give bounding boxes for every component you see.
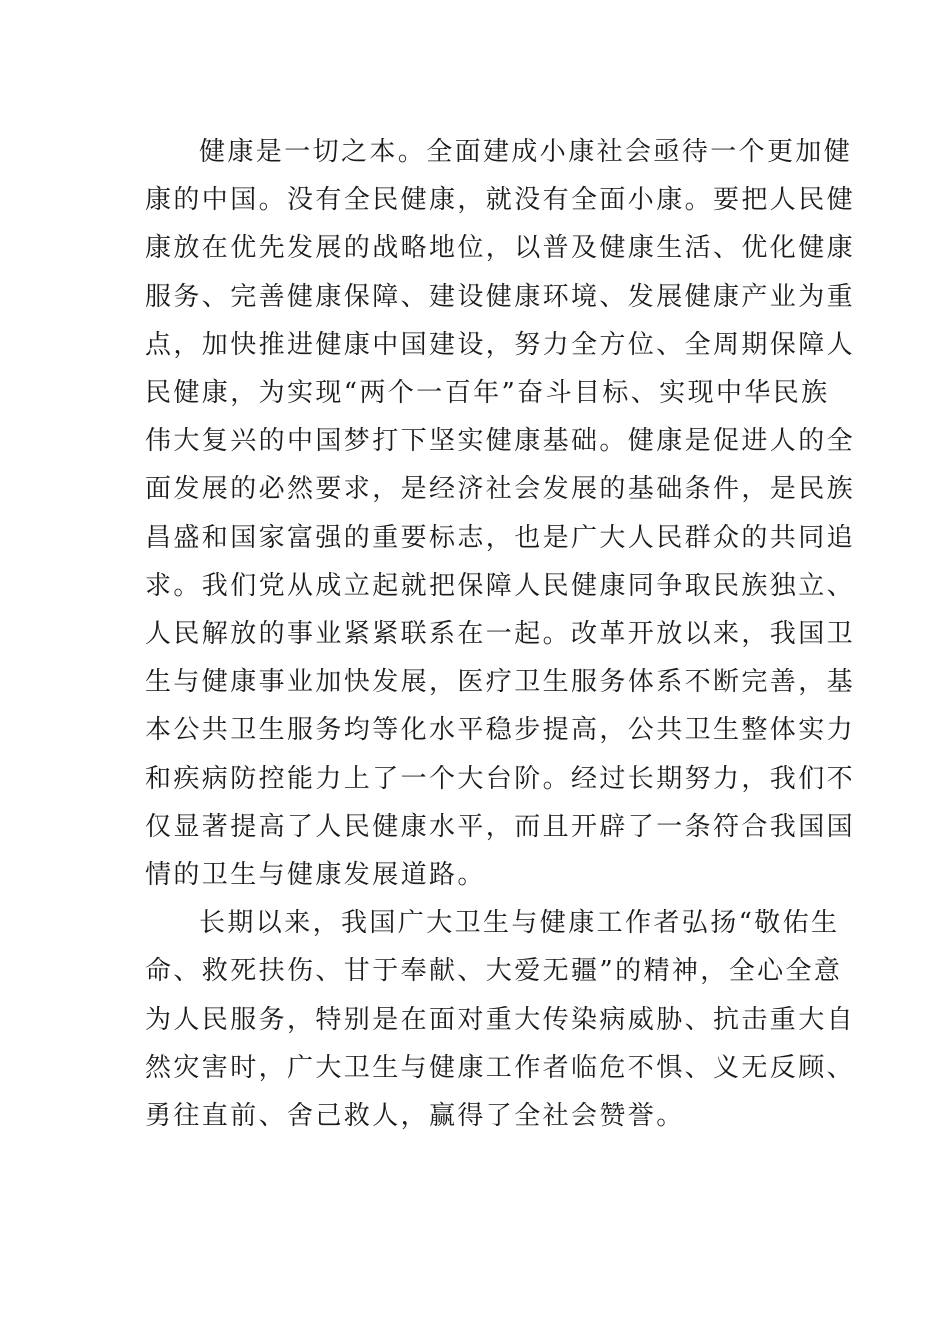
paragraph-line: 勇往直前、舍己救人，赢得了全社会赞誉。 xyxy=(145,1101,685,1132)
paragraph-line: 服务、完善健康保障、建设健康环境、发展健康产业为重 xyxy=(145,281,856,312)
paragraph-line: 长期以来，我国广大卫生与健康工作者弘扬“敬佑生 xyxy=(199,908,840,939)
paragraph-line: 然灾害时，广大卫生与健康工作者临危不惧、义无反顾、 xyxy=(145,1052,856,1083)
paragraph-line: 和疾病防控能力上了一个大台阶。经过长期努力，我们不 xyxy=(145,763,856,794)
paragraph-line: 生与健康事业加快发展，医疗卫生服务体系不断完善，基 xyxy=(145,667,856,698)
paragraph-line: 为人民服务，特别是在面对重大传染病威胁、抗击重大自 xyxy=(145,1004,856,1035)
paragraph-line: 昌盛和国家富强的重要标志，也是广大人民群众的共同追 xyxy=(145,522,856,553)
paragraph-line: 求。我们党从成立起就把保障人民健康同争取民族独立、 xyxy=(145,570,856,601)
document-body xyxy=(145,128,856,1140)
paragraph-line: 康放在优先发展的战略地位，以普及健康生活、优化健康 xyxy=(145,233,856,264)
paragraph-line: 面发展的必然要求，是经济社会发展的基础条件，是民族 xyxy=(145,474,856,505)
paragraph-2 xyxy=(145,899,856,1140)
paragraph-line: 仅显著提高了人民健康水平，而且开辟了一条符合我国国 xyxy=(145,811,856,842)
paragraph-line: 本公共卫生服务均等化水平稳步提高，公共卫生整体实力 xyxy=(145,715,856,746)
paragraph-line: 命、救死扶伤、甘于奉献、大爱无疆”的精神，全心全意 xyxy=(145,956,843,987)
paragraph-line: 点，加快推进健康中国建设，努力全方位、全周期保障人 xyxy=(145,329,856,360)
paragraph-line: 康的中国。没有全民健康，就没有全面小康。要把人民健 xyxy=(145,185,856,216)
paragraph-line: 民健康，为实现“两个一百年”奋斗目标、实现中华民族 xyxy=(145,378,830,409)
paragraph-line: 伟大复兴的中国梦打下坚实健康基础。健康是促进人的全 xyxy=(145,426,856,457)
paragraph-line: 情的卫生与健康发展道路。 xyxy=(145,860,486,891)
paragraph-line: 人民解放的事业紧紧联系在一起。改革开放以来，我国卫 xyxy=(145,619,856,650)
paragraph-1 xyxy=(145,128,856,899)
paragraph-line: 健康是一切之本。全面建成小康社会亟待一个更加健 xyxy=(199,137,853,167)
